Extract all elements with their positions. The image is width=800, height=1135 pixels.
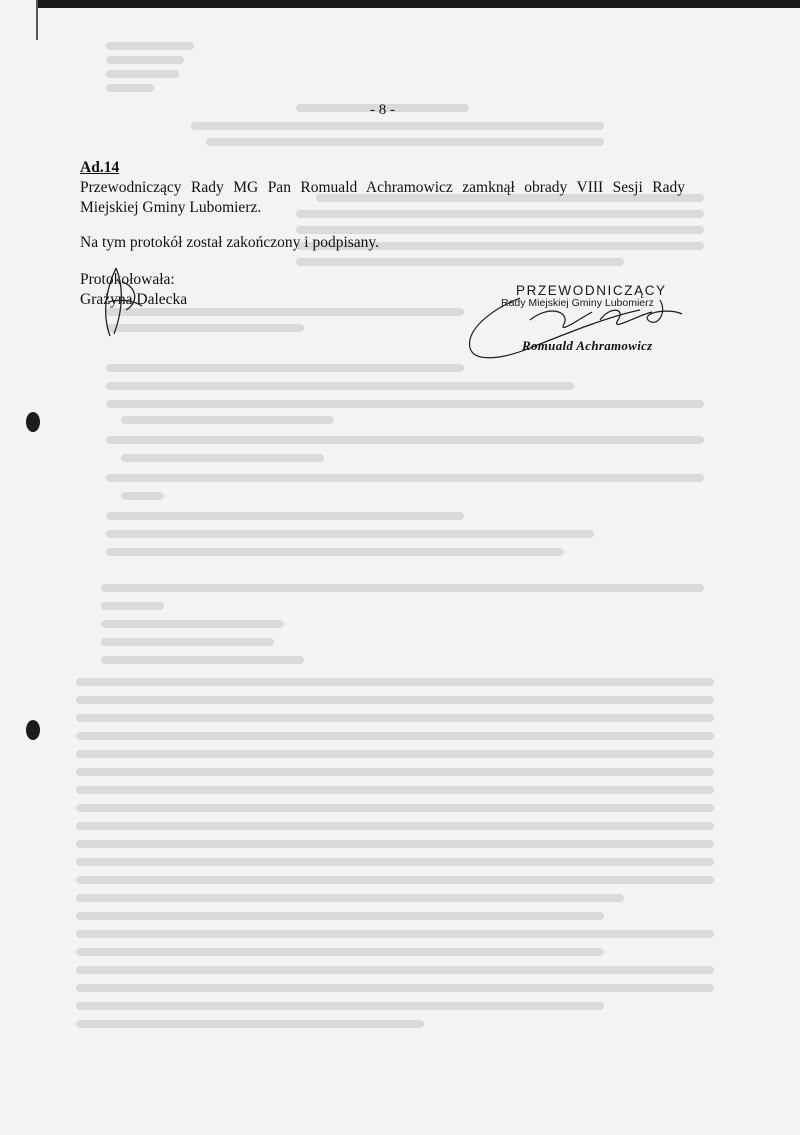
recorder-signature — [96, 262, 156, 342]
stamp-body: Rady Miejskiej Gminy Lubomierz — [501, 297, 654, 309]
punch-hole — [26, 412, 40, 432]
closing-statement: Na tym protokół został zakończony i podpisany. — [80, 234, 380, 251]
page-number: - 8 - — [370, 102, 395, 118]
prepared-by-label: Protokołowała: — [80, 271, 175, 288]
agenda-item-heading: Ad.14 — [80, 159, 120, 176]
agenda-item-14 — [80, 158, 685, 218]
stamp-title: PRZEWODNICZĄCY — [516, 283, 667, 298]
agenda-item-text: Przewodniczący Rady MG Pan Romuald Achramowicz zamknął obrady VIII Sesji Rady Miejskiej Gminy Lubomierz. — [80, 179, 685, 216]
punch-hole — [26, 720, 40, 740]
stamp-name: Romuald Achramowicz — [522, 338, 653, 353]
chairman-signature — [460, 290, 690, 370]
prepared-by-name: Grażyna Dalecka — [80, 291, 188, 308]
